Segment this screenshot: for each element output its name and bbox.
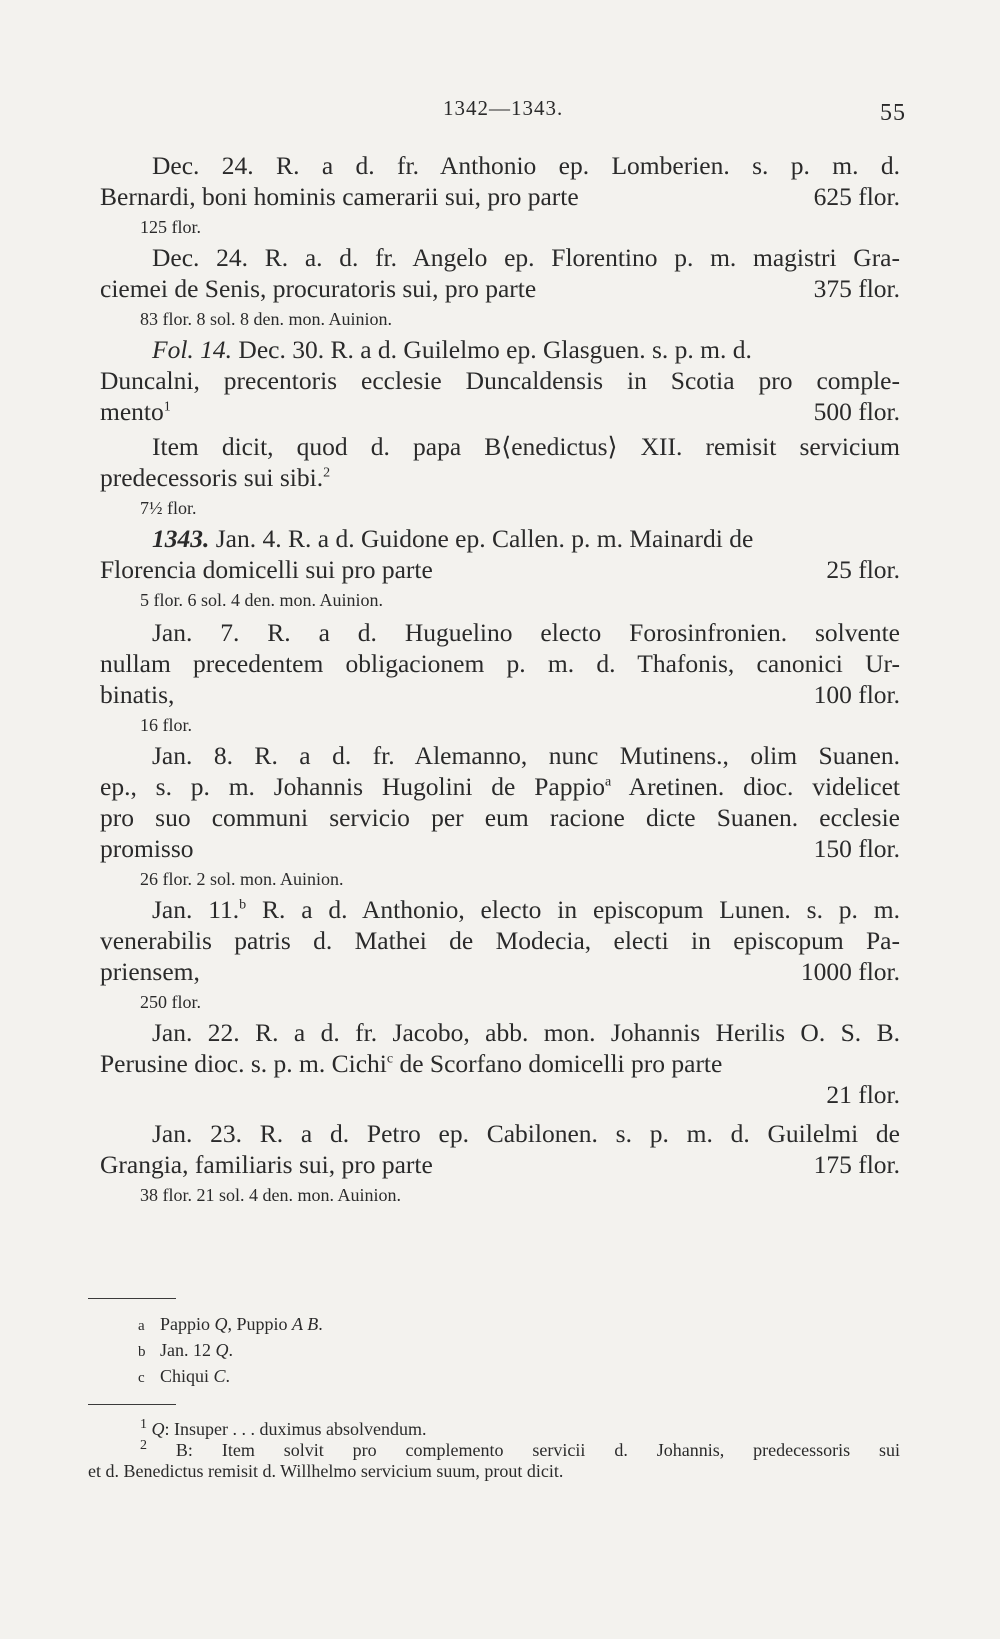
critical-apparatus xyxy=(138,1312,323,1390)
payment-note: 83 flor. 8 sol. 8 den. mon. Auinion. xyxy=(140,309,392,329)
entry-line-text: priensem, xyxy=(100,957,200,986)
critical-note-label: a xyxy=(138,1318,145,1334)
entry-jan23-cabilonen xyxy=(100,1118,900,1210)
manuscript-siglum: A B xyxy=(292,1314,319,1334)
entry-line xyxy=(100,334,900,365)
payment-note: 250 flor. xyxy=(140,992,201,1012)
entry-dec24-florentino xyxy=(100,242,900,334)
critical-note-label: b xyxy=(138,1344,146,1360)
manuscript-siglum: Q xyxy=(151,1419,165,1439)
entry-line: Jan. 23. R. a d. Petro ep. Cabilonen. s. p. m. d. Guilelmi de xyxy=(152,1119,900,1148)
entry-jan11-lunen xyxy=(100,894,900,1017)
entry-line: venerabilis patris d. Mathei de Modecia, electi in episcopum Pa- xyxy=(100,926,900,955)
entry-line: Duncalni, precentoris ecclesie Duncaldensis in Scotia pro comple- xyxy=(100,366,900,395)
entry-line-text: Dec. 30. R. a d. Guilelmo ep. Glasguen. s. p. m. d. xyxy=(238,335,752,364)
entry-line xyxy=(100,956,900,987)
entry-jan8-mutinens xyxy=(100,740,900,894)
footnote-ref: 2 xyxy=(323,465,331,481)
entry-line xyxy=(100,523,900,554)
entry-line: Jan. 8. R. a d. fr. Alemanno, nunc Mutinens., olim Suanen. xyxy=(152,741,900,770)
entry-line xyxy=(100,771,900,802)
payment-note: 16 flor. xyxy=(140,715,192,735)
entry-line-text: Bernardi, boni hominis camerarii sui, pro parte xyxy=(100,182,579,211)
entry-line-text: Jan. 4. R. a d. Guidone ep. Callen. p. m. Mainardi de xyxy=(215,524,754,553)
critical-note-ref: c xyxy=(386,1051,394,1067)
payment-note: 7½ flor. xyxy=(140,498,197,518)
manuscript-siglum: C xyxy=(213,1366,226,1386)
footnote-number: 2 xyxy=(140,1438,147,1453)
entry-line-text: Aretinen. dioc. videlicet xyxy=(611,772,900,801)
entry-line-text: Jan. 11. xyxy=(152,895,240,924)
critical-note xyxy=(138,1312,323,1338)
entry-line: Item dicit, quod d. papa B⟨enedictus⟩ XII. remisit servicium xyxy=(152,432,900,461)
entry-line xyxy=(100,833,900,864)
entry-jan4-callen xyxy=(100,523,900,615)
entry-line-text: R. a d. Anthonio, electo in episcopum Lunen. s. p. m. xyxy=(246,895,900,924)
amount: 100 flor. xyxy=(813,680,900,709)
footnote-text: : Insuper . . . duximus absolvendum. xyxy=(164,1419,427,1439)
critical-notes-rule xyxy=(88,1298,176,1299)
entry-line-text: predecessoris sui sibi. xyxy=(100,463,324,492)
entry-line-text: ep., s. p. m. Johannis Hugolini de Pappio xyxy=(100,772,606,801)
critical-note-label: c xyxy=(138,1370,145,1386)
critical-note-ref: b xyxy=(239,897,247,913)
entry-line: Dec. 24. R. a d. fr. Anthonio ep. Lomberien. s. p. m. d. xyxy=(152,151,900,180)
footnote-ref: 1 xyxy=(163,399,171,415)
footnote xyxy=(88,1419,900,1440)
entry-line xyxy=(100,1048,900,1079)
amount: 1000 flor. xyxy=(800,957,900,986)
folio-marker: Fol. 14. xyxy=(152,335,233,364)
entry-line xyxy=(100,554,900,585)
critical-note-text: . xyxy=(225,1366,231,1386)
entry-line-text: binatis, xyxy=(100,680,175,709)
entry-line-text: Grangia, familiaris sui, pro parte xyxy=(100,1150,433,1179)
manuscript-siglum: Q xyxy=(214,1314,228,1334)
entry-line xyxy=(100,181,900,212)
entry-dec24-lomberien xyxy=(100,150,900,242)
entry-item-dicit xyxy=(100,431,900,523)
entry-line xyxy=(100,679,900,710)
year-marker: 1343. xyxy=(152,524,210,553)
amount: 21 flor. xyxy=(826,1080,900,1109)
payment-note: 5 flor. 6 sol. 4 den. mon. Auinion. xyxy=(140,590,383,610)
amount: 625 flor. xyxy=(813,182,900,211)
entry-jan22-perusine xyxy=(100,1017,900,1110)
critical-note xyxy=(138,1364,323,1390)
entry-line: Dec. 24. R. a. d. fr. Angelo ep. Florentino p. m. magistri Gra- xyxy=(152,243,900,272)
entry-line xyxy=(100,1079,900,1110)
payment-note: 26 flor. 2 sol. mon. Auinion. xyxy=(140,869,344,889)
manuscript-siglum: Q xyxy=(215,1340,229,1360)
amount: 500 flor. xyxy=(813,397,900,426)
entry-line xyxy=(100,273,900,304)
entry-line: pro suo communi servicio per eum racione dicte Suanen. ecclesie xyxy=(100,803,900,832)
entry-line-text: promisso xyxy=(100,834,194,863)
critical-note-text: , Puppio xyxy=(227,1314,293,1334)
entry-line xyxy=(100,396,900,427)
payment-note: 38 flor. 21 sol. 4 den. mon. Auinion. xyxy=(140,1185,401,1205)
entry-line-text: Perusine dioc. s. p. m. Cichi xyxy=(100,1049,387,1078)
critical-note xyxy=(138,1338,323,1364)
footnote-text: B: Item solvit pro complemento servicii d. Johannis, predecessoris sui xyxy=(175,1440,901,1460)
entry-line xyxy=(100,894,900,925)
entry-dec30-glasguen xyxy=(100,334,900,427)
entry-line xyxy=(100,1149,900,1180)
amount: 375 flor. xyxy=(813,274,900,303)
running-header: 1342—1343. xyxy=(443,96,564,120)
page-number: 55 xyxy=(880,100,906,126)
payment-note: 125 flor. xyxy=(140,217,201,237)
critical-note-text: Pappio xyxy=(160,1314,215,1334)
entry-line-text: de Scorfano domicelli pro parte xyxy=(393,1049,723,1078)
main-text xyxy=(100,150,900,1210)
amount: 150 flor. xyxy=(813,834,900,863)
entry-line xyxy=(100,462,900,493)
entry-line: nullam precedentem obligacionem p. m. d. Thafonis, canonici Ur- xyxy=(100,649,900,678)
entry-line-text: mento xyxy=(100,397,164,426)
amount: 175 flor. xyxy=(813,1150,900,1179)
critical-note-text: Jan. 12 xyxy=(160,1340,216,1360)
critical-note-ref: a xyxy=(605,774,612,790)
entry-line-text: Florencia domicelli sui pro parte xyxy=(100,555,433,584)
amount: 25 flor. xyxy=(826,555,900,584)
footnotes-rule xyxy=(88,1404,176,1405)
critical-note-text: . xyxy=(228,1340,233,1360)
footnote-continuation: et d. Benedictus remisit d. Willhelmo servicium suum, prout dicit. xyxy=(88,1461,564,1481)
critical-note-text: . xyxy=(318,1314,323,1334)
entry-line: Jan. 22. R. a d. fr. Jacobo, abb. mon. Johannis Herilis O. S. B. xyxy=(152,1018,900,1047)
entry-jan7-forosinfronien xyxy=(100,617,900,740)
footnote xyxy=(88,1440,900,1461)
footnote-number: 1 xyxy=(140,1417,147,1432)
entry-line-text: ciemei de Senis, procuratoris sui, pro parte xyxy=(100,274,537,303)
footnotes xyxy=(88,1419,900,1482)
entry-line: Jan. 7. R. a d. Huguelino electo Forosinfronien. solvente xyxy=(152,618,900,647)
critical-note-text: Chiqui xyxy=(160,1366,214,1386)
